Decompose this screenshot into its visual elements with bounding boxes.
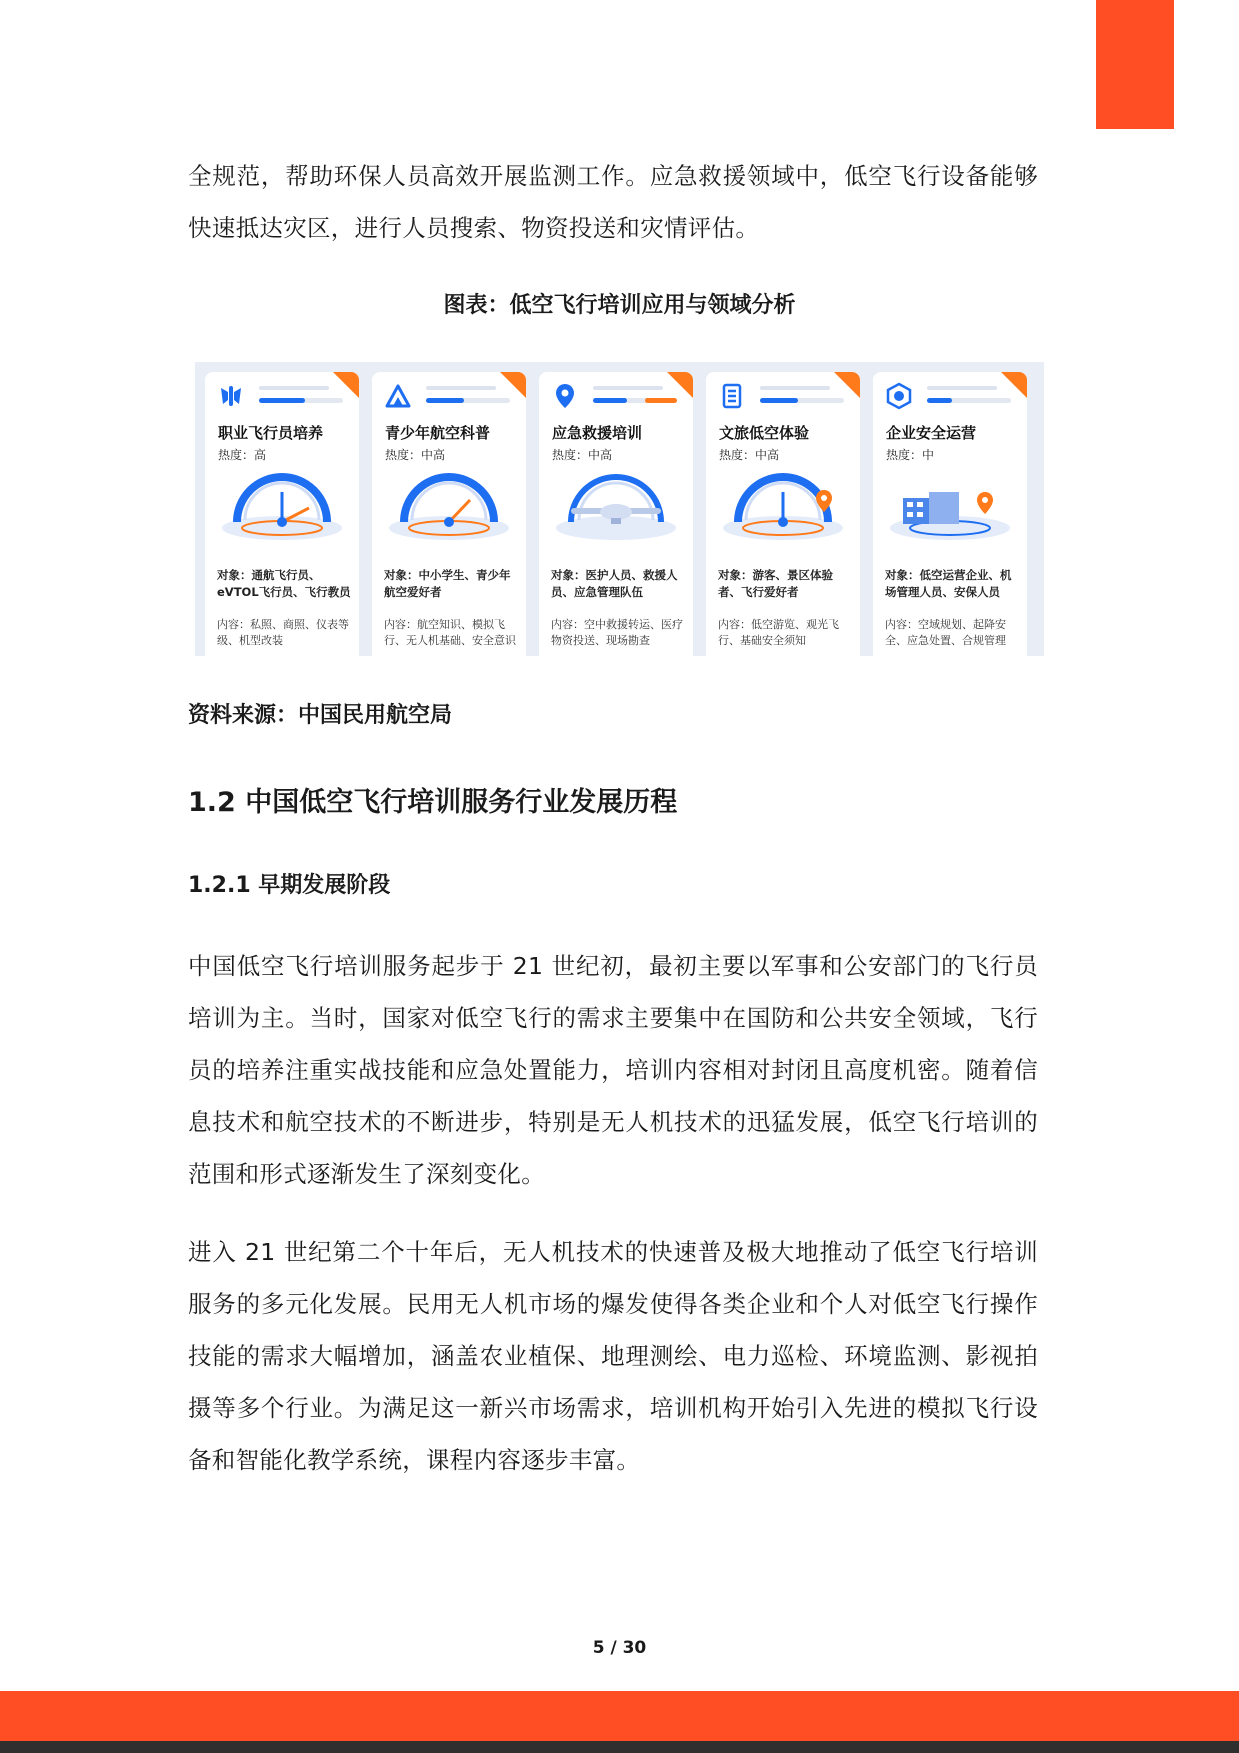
card-content: 内容：空中救援转运、医疗物资投送、现场勘查 [551,618,683,647]
bar-label-placeholder [593,386,663,390]
card-heat: 热度：中高 [719,448,780,462]
bar-label-placeholder [259,386,329,390]
card-youth-aviation [372,372,526,656]
card-name: 青少年航空科普 [385,424,491,442]
card-heat: 热度：中高 [552,448,613,462]
card-name: 职业飞行员培养 [218,424,324,442]
card-emergency-rescue [539,372,693,656]
progress-track [259,398,343,403]
card-target: 对象：医护人员、救援人员、应急管理队伍 [551,568,678,599]
intro-block [188,150,1038,254]
card-name: 应急救援培训 [552,424,643,442]
card-target: 对象：通航飞行员、eVTOL飞行员、飞行教员 [217,568,351,599]
gauge-icon [384,462,514,544]
progress-fill [593,398,627,403]
card-content: 内容：私照、商照、仪表等级、机型改装 [217,618,349,647]
progress-fill [927,398,952,403]
shield-icon [885,382,913,410]
bar-label-placeholder [760,386,830,390]
source-note: 资料来源：中国民用航空局 [188,703,453,728]
corner-flag-icon [834,372,860,398]
building-pin-icon [885,462,1015,544]
figure-title: 图表：低空飞行培训应用与领域分析 [443,293,796,318]
location-pin-icon [551,382,579,410]
corner-flag-icon [333,372,359,398]
card-heat: 热度：中 [886,448,935,462]
corner-flag-icon [1001,372,1027,398]
body-text [188,940,1038,1486]
progress-fill [760,398,798,403]
intro-paragraph: 全规范，帮助环保人员高效开展监测工作。应急救援领域中，低空飞行设备能够快速抵达灾区，进行人员搜索、物资投送和灾情评估。 [188,162,1038,242]
gauge-pin-icon [718,462,848,544]
card-content: 内容：航空知识、模拟飞行、无人机基础、安全意识 [384,618,516,647]
card-heat: 热度：高 [218,448,267,462]
card-target: 对象：低空运营企业、机场管理人员、安保人员 [885,568,1012,599]
card-heat: 热度：中高 [385,448,446,462]
progress-track [927,398,1011,403]
card-target: 对象：游客、景区体验者、飞行爱好者 [718,568,833,599]
progress-fill [259,398,305,403]
progress-track [426,398,510,403]
figure-panel [195,362,1044,656]
card-content: 内容：低空游览、观光飞行、基础安全须知 [718,618,839,647]
gauge-icon [217,462,347,544]
subsection-heading: 1.2.1 早期发展阶段 [188,873,391,898]
card-content: 内容：空域规划、起降安全、应急处置、合规管理 [885,618,1006,647]
progress-track [760,398,844,403]
paragraph-2: 进入 21 世纪第二个十年后，无人机技术的快速普及极大地推动了低空飞行培训服务的多元化发展。民用无人机市场的爆发使得各类企业和个人对低空飞行操作技能的需求大幅增加，涵盖农业植保、地理测绘、电力巡检、环境监测、影视拍摄等多个行业。为满足这一新兴市场需求，培训机构开始引入先进的模拟飞行设备和智能化教学系统，课程内容逐步丰富。 [188,1238,1038,1474]
corner-flag-icon [500,372,526,398]
bar-label-placeholder [927,386,997,390]
checklist-icon [718,382,746,410]
section-heading: 1.2 中国低空飞行培训服务行业发展历程 [188,787,678,818]
footer-strip [0,1741,1239,1753]
bar-label-placeholder [426,386,496,390]
corner-decoration [1096,0,1174,129]
progress-track [593,398,677,403]
aircraft-gauge-icon [551,462,681,544]
card-pilot-training [205,372,359,656]
footer-bar [0,1691,1239,1741]
mountain-icon [384,382,412,410]
drone-icon [217,382,245,410]
card-name: 文旅低空体验 [719,424,810,442]
card-enterprise-safety [873,372,1027,656]
corner-flag-icon [667,372,693,398]
paragraph-1: 中国低空飞行培训服务起步于 21 世纪初，最初主要以军事和公安部门的飞行员培训为主。当时，国家对低空飞行的需求主要集中在国防和公共安全领域，飞行员的培养注重实战技能和应急处置能力，培训内容相对封闭且高度机密。随着信息技术和航空技术的不断进步，特别是无人机技术的迅猛发展，低空飞行培训的范围和形式逐渐发生了深刻变化。 [188,952,1038,1188]
card-name: 企业安全运营 [886,424,977,442]
page-number: 5 / 30 [592,1638,647,1658]
card-target: 对象：中小学生、青少年航空爱好者 [384,568,511,599]
progress-fill [426,398,464,403]
progress-fill-secondary [645,398,677,403]
card-cultural-tourism [706,372,860,656]
